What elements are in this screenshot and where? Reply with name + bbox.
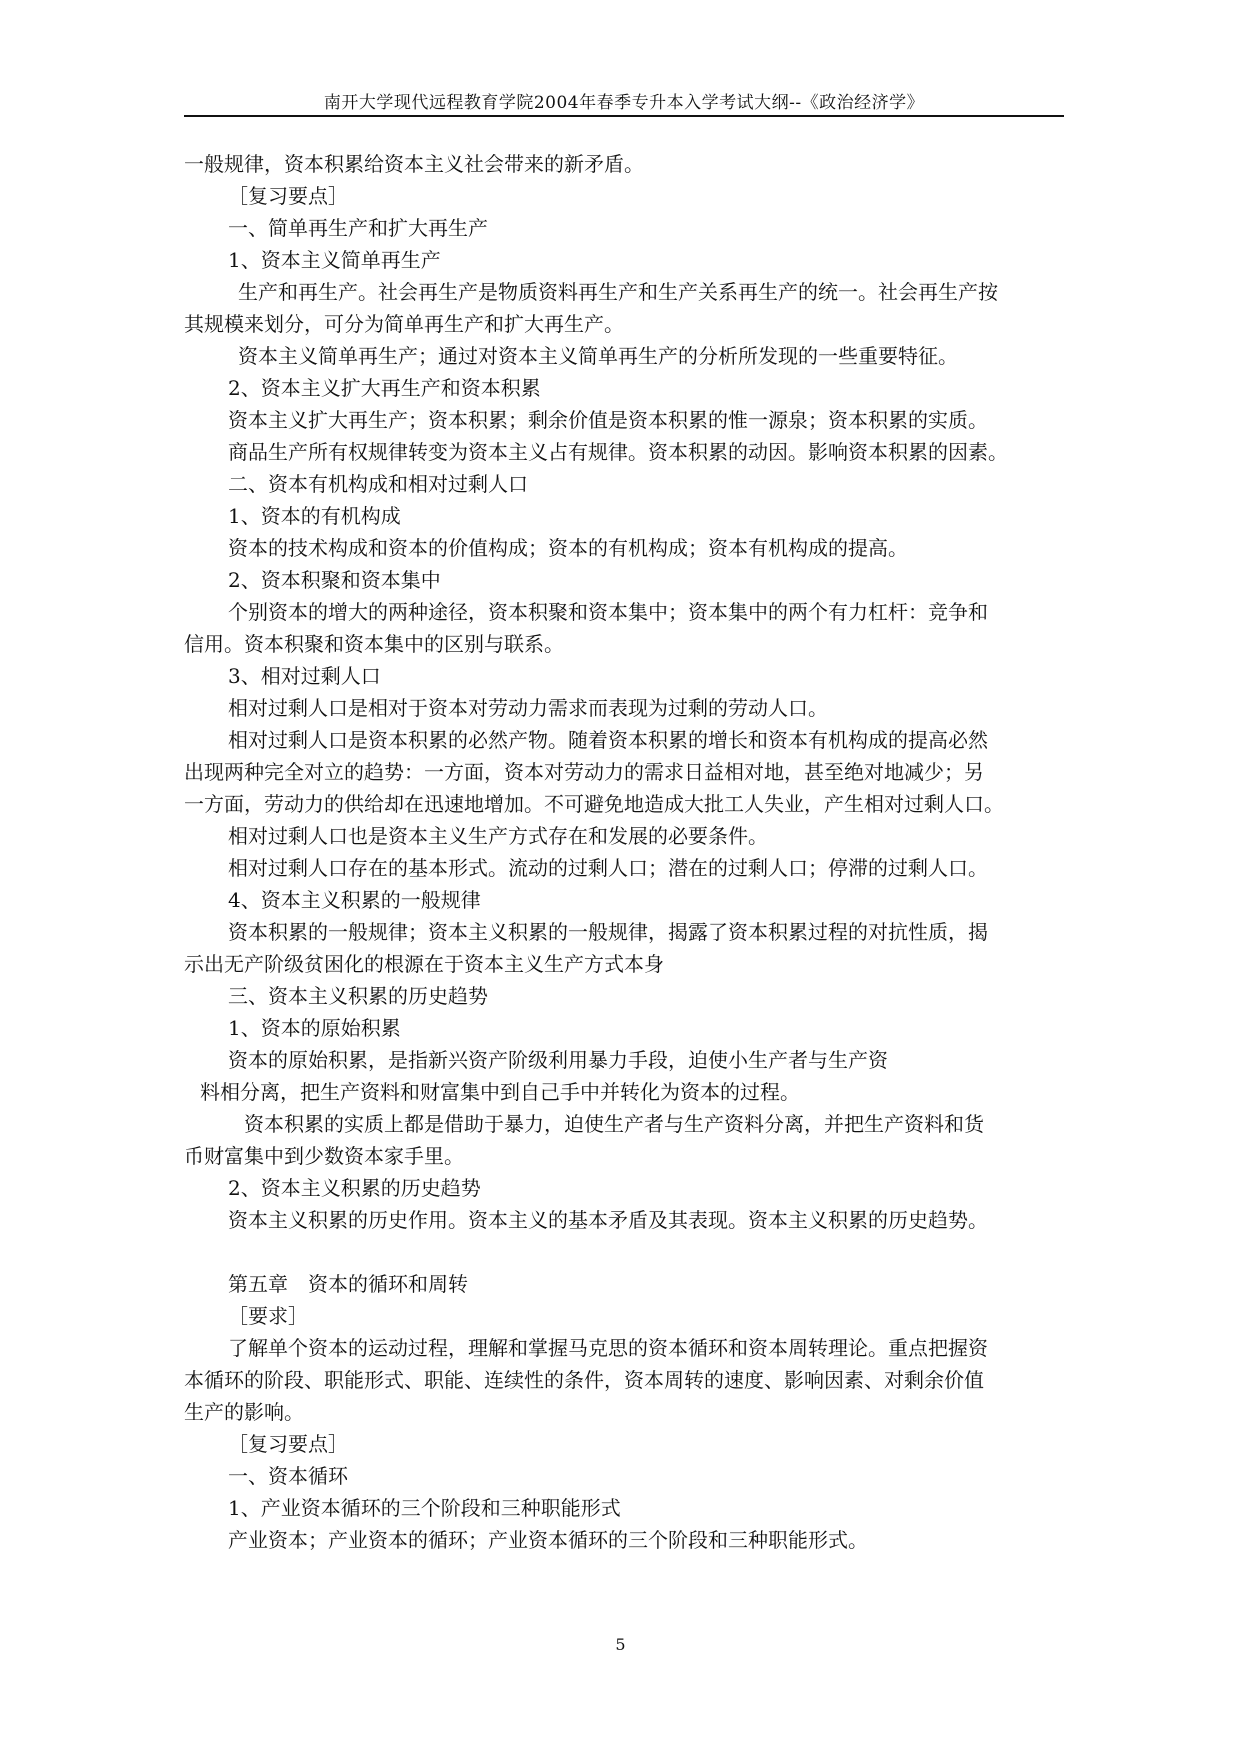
subsection-heading: 3、相对过剩人口 (228, 664, 381, 688)
text-line: 资本主义简单再生产；通过对资本主义简单再生产的分析所发现的一些重要特征。 (238, 344, 958, 368)
text-line: 相对过剩人口存在的基本形式。流动的过剩人口；潜在的过剩人口；停滞的过剩人口。 (228, 856, 988, 880)
subsection-heading: 4、资本主义积累的一般规律 (228, 888, 481, 912)
text-line: 资本主义积累的历史作用。资本主义的基本矛盾及其表现。资本主义积累的历史趋势。 (228, 1208, 988, 1232)
text-line: 生产和再生产。社会再生产是物质资料再生产和生产关系再生产的统一。社会再生产按 (238, 280, 998, 304)
section-label: ［复习要点］ (228, 184, 348, 208)
text-line: 出现两种完全对立的趋势：一方面，资本对劳动力的需求日益相对地，甚至绝对地减少；另 (184, 760, 984, 784)
section-label: ［复习要点］ (228, 1432, 348, 1456)
subsection-heading: 1、资本的有机构成 (228, 504, 401, 528)
section-heading: 一、简单再生产和扩大再生产 (228, 216, 488, 240)
text-line: 资本主义扩大再生产；资本积累；剩余价值是资本积累的惟一源泉；资本积累的实质。 (228, 408, 988, 432)
section-label: ［要求］ (228, 1304, 308, 1328)
text-line: 了解单个资本的运动过程，理解和掌握马克思的资本循环和资本周转理论。重点把握资 (228, 1336, 988, 1360)
page-number: 5 (615, 1635, 626, 1654)
text-line: 相对过剩人口也是资本主义生产方式存在和发展的必要条件。 (228, 824, 768, 848)
text-line: 个别资本的增大的两种途径，资本积聚和资本集中；资本集中的两个有力杠杆：竞争和 (228, 600, 988, 624)
text-line: 信用。资本积聚和资本集中的区别与联系。 (184, 632, 564, 656)
text-line: 资本积累的实质上都是借助于暴力，迫使生产者与生产资料分离，并把生产资料和货 (244, 1112, 984, 1136)
chapter-heading: 第五章 资本的循环和周转 (228, 1272, 468, 1296)
section-heading: 二、资本有机构成和相对过剩人口 (228, 472, 528, 496)
text-line: 资本的技术构成和资本的价值构成；资本的有机构成；资本有机构成的提高。 (228, 536, 908, 560)
section-heading: 三、资本主义积累的历史趋势 (228, 984, 488, 1008)
subsection-heading: 1、资本的原始积累 (228, 1016, 401, 1040)
text-line: 资本积累的一般规律；资本主义积累的一般规律，揭露了资本积累过程的对抗性质，揭 (228, 920, 988, 944)
text-line: 币财富集中到少数资本家手里。 (184, 1144, 464, 1168)
document-body (184, 148, 1064, 1556)
text-line: 其规模来划分，可分为简单再生产和扩大再生产。 (184, 312, 624, 336)
text-line: 本循环的阶段、职能形式、职能、连续性的条件，资本周转的速度、影响因素、对剩余价值 (184, 1368, 984, 1392)
blank-line (184, 1236, 1064, 1268)
text-line: 资本的原始积累，是指新兴资产阶级利用暴力手段，迫使小生产者与生产资 (228, 1048, 888, 1072)
subsection-heading: 2、资本主义扩大再生产和资本积累 (228, 376, 541, 400)
text-line: 相对过剩人口是相对于资本对劳动力需求而表现为过剩的劳动人口。 (228, 696, 828, 720)
text-line: 产业资本；产业资本的循环；产业资本循环的三个阶段和三种职能形式。 (228, 1528, 868, 1552)
header-rule (184, 115, 1064, 117)
text-line: 商品生产所有权规律转变为资本主义占有规律。资本积累的动因。影响资本积累的因素。 (228, 440, 1008, 464)
text-line: 料相分离，把生产资料和财富集中到自己手中并转化为资本的过程。 (200, 1080, 800, 1104)
text-line: 示出无产阶级贫困化的根源在于资本主义生产方式本身 (184, 952, 664, 976)
subsection-heading: 1、资本主义简单再生产 (228, 248, 441, 272)
text-line: 生产的影响。 (184, 1400, 304, 1424)
subsection-heading: 1、产业资本循环的三个阶段和三种职能形式 (228, 1496, 621, 1520)
text-line: 一般规律，资本积累给资本主义社会带来的新矛盾。 (184, 152, 644, 176)
subsection-heading: 2、资本主义积累的历史趋势 (228, 1176, 481, 1200)
subsection-heading: 2、资本积聚和资本集中 (228, 568, 441, 592)
section-heading: 一、资本循环 (228, 1464, 348, 1488)
text-line: 一方面，劳动力的供给却在迅速地增加。不可避免地造成大批工人失业，产生相对过剩人口。 (184, 792, 1004, 816)
header-title: 南开大学现代远程教育学院2004年春季专升本入学考试大纲--《政治经济学》 (323, 93, 925, 113)
text-line: 相对过剩人口是资本积累的必然产物。随着资本积累的增长和资本有机构成的提高必然 (228, 728, 988, 752)
